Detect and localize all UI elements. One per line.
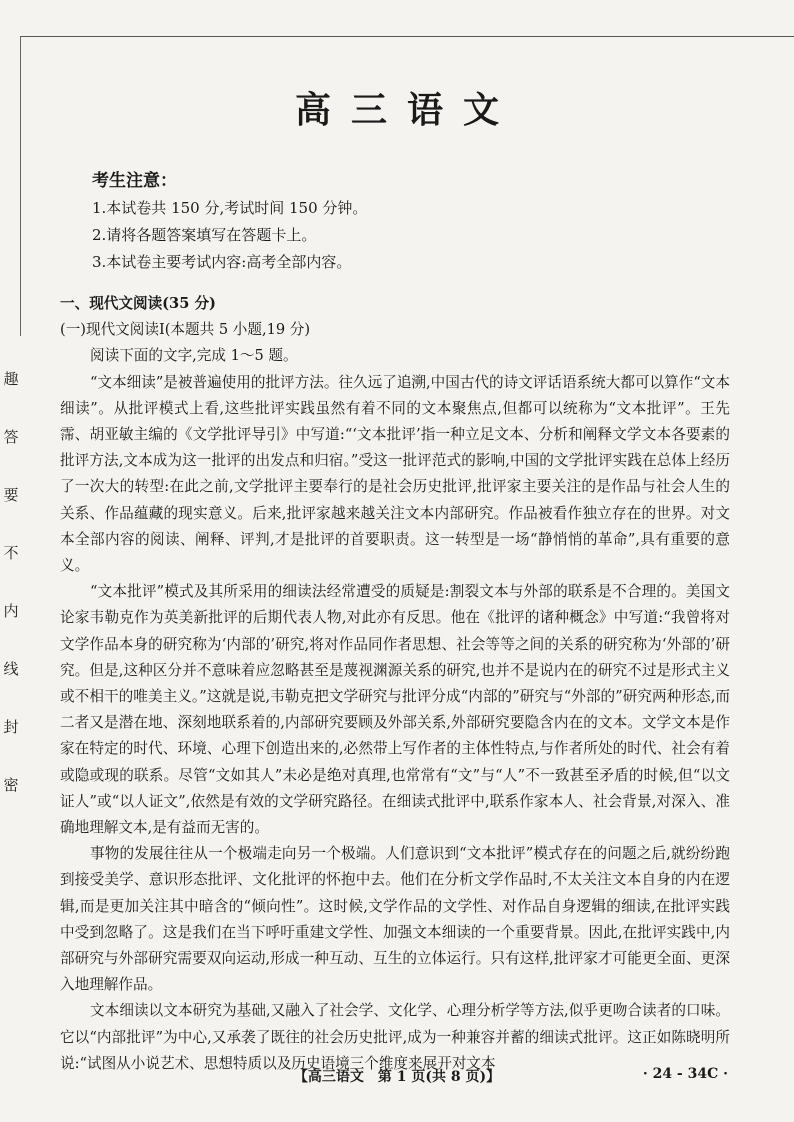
notice-item: 3.本试卷主要考试内容:高考全部内容。: [92, 253, 352, 271]
notice-heading: 考生注意：: [92, 171, 177, 191]
page-number: 【高三语文 第 1 页(共 8 页)】: [293, 1069, 501, 1085]
binding-label: 密: [3, 776, 19, 794]
subsection-heading: (一)现代文阅读Ⅰ(本题共 5 小题,19 分): [60, 321, 311, 339]
page-title: 高三语文: [294, 89, 519, 131]
section-heading: 一、现代文阅读(35 分): [60, 295, 216, 312]
body-paragraph: 文本细读以文本研究为基础,又融入了社会学、文化学、心理分析学等方法,似乎更吻合读者的口味。它以“内部批评”为中心,又承袭了既往的社会历史批评,成为一种兼容并蓄的细读式批评。这正如陈晓明所说:“试图从小说艺术、思想特质以及历史语境三个维度来展开对文本: [60, 1002, 730, 1072]
body-paragraph: “文本批评”模式及其所采用的细读法经常遭受的质疑是:割裂文本与外部的联系是不合理的。美国文论家韦勒克作为英美新批评的后期代表人物,对此亦有反思。他在《批评的诸种概念》中写道:“我曾将对文学作品本身的研究称为‘内部的’研究,将对作品同作者思想、社会等等之间的关系的研究称为‘外部的’研究。但是,这种区分并不意味着应忽略甚至是蔑视渊源关系的研究,也并不是说内在的研究不过是形式主义或不相干的唯美主义。”这就是说,韦勒克把文学研究与批评分成“内部的”研究与“外部的”研究两种形态,而二者又是潜在地、深刻地联系着的,内部研究要顾及外部关系,外部研究要隐含内在的文本。文学文本是作家在特定的时代、环境、心理下创造出来的,必然带上写作者的主体性特点,与作者所处的时代、社会有着或隐或现的联系。尽管“文如其人”未必是绝对真理,也常常有“文”与“人”不一致甚至矛盾的时候,但“以文证人”或“以人证文”,依然是有效的文学研究路径。在细读式批评中,联系作家本人、社会背景,对深入、准确地理解文本,是有益而无害的。: [60, 583, 730, 837]
page-footer: [0, 1066, 794, 1086]
binding-label: 内: [3, 602, 19, 620]
notice-item: 1.本试卷共 150 分,考试时间 150 分钟。: [92, 199, 368, 217]
binding-label: 趣: [3, 370, 19, 388]
binding-label: 答: [3, 428, 19, 446]
body-paragraph: 事物的发展往往从一个极端走向另一个极端。人们意识到“文本批评”模式存在的问题之后,就纷纷跑到接受美学、意识形态批评、文化批评的怀抱中去。他们在分析文学作品时,不太关注文本自身的内在逻辑,而是更加关注其中暗含的“倾向性”。这时候,文学作品的文学性、对作品自身逻辑的细读,在批评实践中受到忽略了。这是我们在当下呼吁重建文学性、加强文本细读的一个重要背景。因此,在批评实践中,内部研究与外部研究需要双向运动,形成一种互动、互生的立体运行。只有这样,批评家才可能更全面、更深入地理解作品。: [60, 845, 730, 994]
binding-label: 线: [3, 660, 19, 678]
exam-code: · 24 - 34C ·: [642, 1066, 728, 1082]
body-paragraph: “文本细读”是被普遍使用的批评方法。往久远了追溯,中国古代的诗文评话语系统大都可以算作“文本细读”。从批评模式上看,这些批评实践虽然有着不同的文本聚焦点,但都可以统称为“文本批评”。王先霈、胡亚敏主编的《文学批评导引》中写道:“‘文本批评’指一种立足文本、分析和阐释文学文本各要素的批评方法,文本成为这一批评的出发点和归宿。”受这一批评范式的影响,中国的文学批评实践在总体上经历了一次大的转型:在此之前,文学批评主要奉行的是社会历史批评,批评家主要关注的是作品与社会人生的关系、作品蕴藏的现实意义。后来,批评家越来越关注文本内部研究。作品被看作独立存在的世界。对文本全部内容的阅读、阐释、评判,才是批评的首要职责。这一转型是一场“静悄悄的革命”,具有重要的意义。: [60, 373, 730, 575]
instruction-text: 阅读下面的文字,完成 1～5 题。: [90, 347, 298, 365]
reading-section: [60, 291, 730, 1077]
binding-rule: [20, 36, 21, 336]
notice-item: 2.请将各题答案填写在答题卡上。: [92, 226, 317, 244]
binding-label: 不: [3, 544, 19, 562]
exam-notice: [92, 168, 367, 276]
binding-label: 要: [3, 486, 19, 504]
header-rule: [20, 36, 794, 37]
binding-label: 封: [3, 718, 19, 736]
